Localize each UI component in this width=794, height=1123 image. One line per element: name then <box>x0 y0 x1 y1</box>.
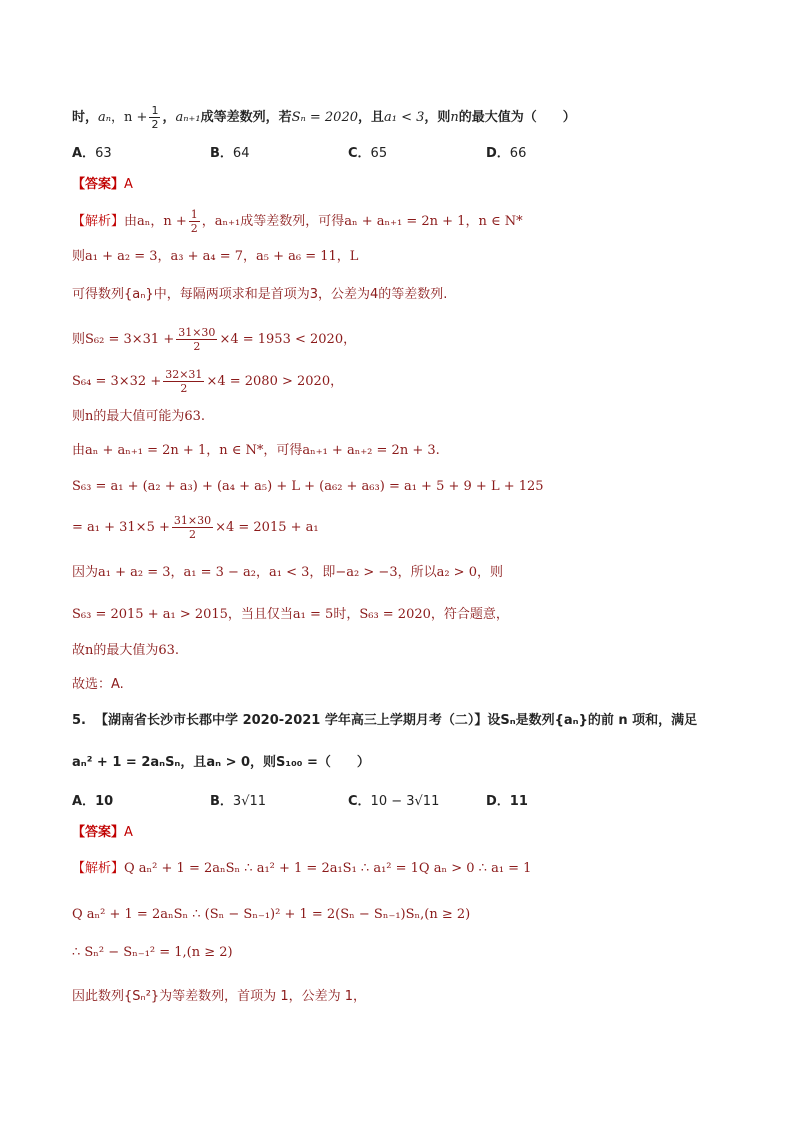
q4-analysis-line-4: 则S₆₂ = 3×31 + $\frac{31\times 30}{2}$ ×4 = 1953 < 2020， <box>72 326 357 353</box>
q4-analysis-line-9: = a₁ + 31×5 + $\frac{31\times 30}{2}$ ×4 = 2015 + a₁ <box>72 514 319 541</box>
q4-answer: 【答案】A <box>72 177 133 192</box>
q4-option-c: C．65 <box>348 146 388 161</box>
q4-analysis-line-2: 则a₁ + a₂ = 3，a₃ + a₄ = 7，a₅ + a₆ = 11，L <box>72 249 359 264</box>
q4-analysis-line-5: S₆₄ = 3×32 + $\frac{32\times 31}{2}$ ×4 = 2080 > 2020， <box>72 368 344 395</box>
q5-option-b: B．3√11 <box>210 794 267 809</box>
q5-analysis-line-3: ∴ Sₙ² − Sₙ₋₁² = 1,(n ≥ 2) <box>72 945 233 960</box>
q4-analysis-line-6: 则n的最大值可能为63. <box>72 409 206 424</box>
q5-analysis-line-1: 【解析】Q aₙ² + 1 = 2aₙSₙ ∴ a₁² + 1 = 2a₁S₁ ∴ a₁² = 1Q aₙ > 0 ∴ a₁ = 1 <box>72 861 532 876</box>
q4-stem: 时，aₙ，n + $\frac{1}{2}$ ，aₙ₊₁成等差数列，若Sₙ = 2020，且a₁ < 3，则n的最大值为（ ） <box>72 104 576 131</box>
q4-analysis-line-3: 可得数列{aₙ}中，每隔两项求和是首项为3，公差为4的等差数列. <box>72 287 448 302</box>
q4-analysis-line-13: 故选：A. <box>72 677 124 692</box>
q5-option-d: D．11 <box>486 794 528 809</box>
fraction-half: $\frac{1}{2}$ <box>151 104 159 131</box>
q5-stem-line-2: aₙ² + 1 = 2aₙSₙ，且aₙ > 0，则S₁₀₀ =（ ） <box>72 755 370 770</box>
fraction-half: $\frac{1}{2}$ <box>190 208 198 235</box>
q5-stem-line-1: 5. 【湖南省长沙市长郡中学 2020-2021 学年高三上学期月考（二）】设Sₙ是数列{aₙ}的前 n 项和，满足 <box>72 713 698 728</box>
fraction: $\frac{31\times 30}{2}$ <box>173 514 212 541</box>
q5-option-a: A．10 <box>72 794 114 809</box>
q5-answer: 【答案】A <box>72 825 133 840</box>
q4-analysis-line-10: 因为a₁ + a₂ = 3，a₁ = 3 − a₂，a₁ < 3，即−a₂ > −3，所以a₂ > 0，则 <box>72 565 503 580</box>
q4-option-a: A．63 <box>72 146 112 161</box>
fraction: $\frac{31\times 30}{2}$ <box>178 326 216 353</box>
q4-option-b: B．64 <box>210 146 250 161</box>
q4-analysis-line-8: S₆₃ = a₁ + (a₂ + a₃) + (a₄ + a₅) + L + (a₆₂ + a₆₃) = a₁ + 5 + 9 + L + 125 <box>72 479 544 494</box>
q4-option-d: D．66 <box>486 146 527 161</box>
q4-analysis-line-12: 故n的最大值为63. <box>72 643 180 658</box>
q4-analysis-line-1: 【解析】由aₙ，n + $\frac{1}{2}$ ，aₙ₊₁成等差数列，可得aₙ + aₙ₊₁ = 2n + 1，n ∈ N* <box>72 208 523 235</box>
fraction: $\frac{32\times 31}{2}$ <box>165 368 203 395</box>
q5-option-c: C．10 − 3√11 <box>348 794 440 809</box>
q5-analysis-line-2: Q aₙ² + 1 = 2aₙSₙ ∴ (Sₙ − Sₙ₋₁)² + 1 = 2(Sₙ − Sₙ₋₁)Sₙ,(n ≥ 2) <box>72 907 471 922</box>
q4-analysis-line-7: 由aₙ + aₙ₊₁ = 2n + 1，n ∈ N*，可得aₙ₊₁ + aₙ₊₂ = 2n + 3. <box>72 443 440 458</box>
q4-analysis-line-11: S₆₃ = 2015 + a₁ > 2015，当且仅当a₁ = 5时，S₆₃ = 2020，符合题意， <box>72 607 509 622</box>
q5-analysis-line-4: 因此数列{Sₙ²}为等差数列，首项为 1，公差为 1， <box>72 989 366 1004</box>
